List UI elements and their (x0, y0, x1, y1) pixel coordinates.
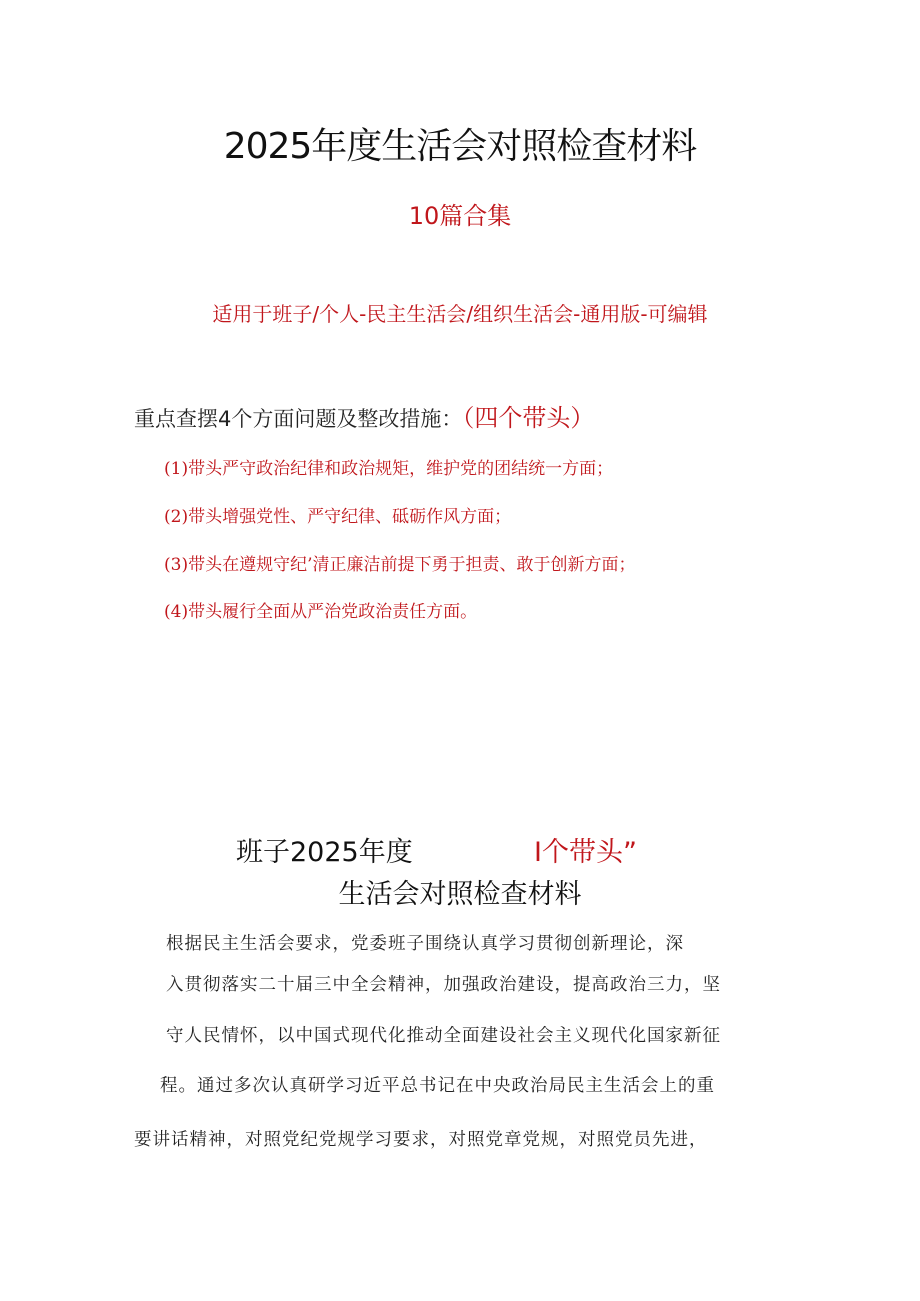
section-title-part2: I个带头” (534, 837, 637, 868)
focus-lead: 重点查摆4个方面问题及整改措施： (134, 407, 463, 431)
focus-item-3: (3)带头在遵规守纪’清正廉洁前提下勇于担责、敢于创新方面； (164, 555, 636, 575)
paragraph-line-5: 要讲话精神，对照党纪党规学习要求，对照党章党规，对照党员先进， (134, 1130, 708, 1150)
applicable-note: 适用于班子/个人-民主生活会/组织生活会-通用版-可编辑 (212, 302, 708, 326)
paragraph-line-2: 入贯彻落实二十届三中全会精神，加强政治建设，提高政治三力，坚 (166, 975, 721, 995)
focus-highlight: （四个带头） (462, 404, 595, 432)
focus-heading (134, 398, 594, 433)
focus-item-2: (2)带头增强党性、严守纪律、砥砺作风方面； (164, 507, 512, 527)
focus-item-4: (4)带头履行全面从严治党政治责任方面。 (164, 602, 478, 622)
section-title-part1: 班子2025年度 (236, 837, 413, 868)
page-title: 2025年度生活会对照检查材料 (223, 126, 697, 167)
focus-item-1: (1)带头严守政治纪律和政治规矩，维护党的团结统一方面； (164, 459, 614, 479)
paragraph-line-3: 守人民情怀，以中国式现代化推动全面建设社会主义现代化国家新征 (166, 1026, 721, 1046)
paragraph-line-4: 程。通过多次认真研学习近平总书记在中央政治局民主生活会上的重 (160, 1076, 715, 1096)
paragraph-line-1: 根据民主生活会要求，党委班子围绕认真学习贯彻创新理论，深 (166, 934, 684, 954)
subtitle: 10篇合集 (408, 202, 512, 230)
section-title-line2: 生活会对照检查材料 (338, 879, 582, 910)
